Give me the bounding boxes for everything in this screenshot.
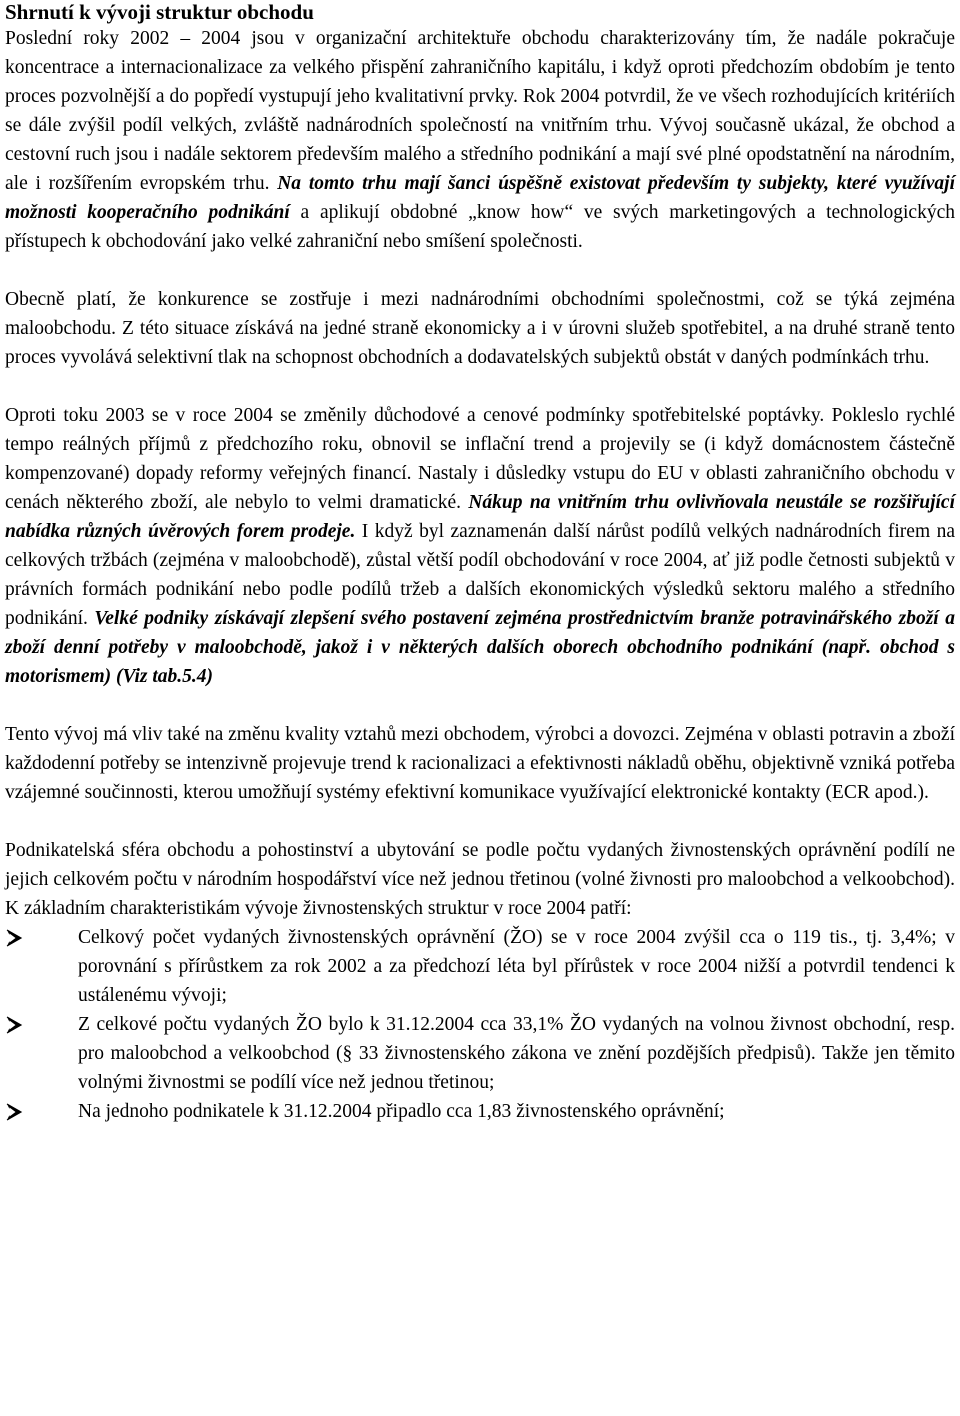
paragraph-demand xyxy=(5,401,955,691)
emphasis-text: Na tomto trhu mají šanci úspěšně existovat především ty subjekty, které využívají možnosti kooperačního podnikání xyxy=(5,173,955,223)
list-item-text: Na jednoho podnikatele k 31.12.2004 připadlo cca 1,83 živnostenského oprávnění; xyxy=(78,1101,725,1122)
list-item xyxy=(5,1010,955,1097)
emphasis-text: Velké podniky získávají zlepšení svého postavení zejména prostřednictvím branže potravinářského zboží a zboží denní potřeby v maloobchodě, jakož i v některých dalších oborech obchodního podnikání (např. obchod s motorismem) (Viz tab.5.4) xyxy=(5,608,955,687)
paragraph-text: Obecně platí, že konkurence se zostřuje i mezi nadnárodními obchodními společnostmi, což se týká zejména maloobchodu. Z této situace získává na jedné straně ekonomicky a i v úrovni služeb spotřebitel, a na druhé straně tento proces vyvolává selektivní tlak na schopnost obchodních a dodavatelských subjektů obstát v daných podmínkách trhu. xyxy=(5,289,955,368)
list-item-text: Z celkové počtu vydaných ŽO bylo k 31.12.2004 cca 33,1% ŽO vydaných na volnou živnost obchodní, resp. pro maloobchod a velkoobchod (§ 33 živnostenského zákona ve znění pozdějších předpisů). Takže jen těmito volnými živnostmi se podílí více než jednou třetinou; xyxy=(78,1014,955,1093)
paragraph-text: Podnikatelská sféra obchodu a pohostinství a ubytování se podle počtu vydaných živnostenských oprávnění podílí ne jejich celkovém počtu v národním hospodářství více než jednou třetinou (volné živnosti pro maloobchod a velkoobchod). K základním charakteristikám vývoje živnostenských struktur v roce 2004 patří: xyxy=(5,840,955,919)
section-title: Shrnutí k vývoji struktur obchodu xyxy=(5,0,314,24)
paragraph-concentration xyxy=(5,24,955,256)
arrowhead-bullet-icon xyxy=(5,1016,23,1034)
paragraph-text: I když byl zaznamenán další nárůst podílů velkých nadnárodních firem na celkových tržbách (zejména v maloobchodě), zůstal větší podíl obchodování v roce 2004, ať již podle četnosti subjektů v právních formách podnikání nebo podle podílů tržeb a dalších ekonomických výsledků sektoru malého a středního podnikání. xyxy=(5,521,955,629)
paragraph-competition xyxy=(5,285,955,372)
emphasis-text: Nákup na vnitřním trhu ovlivňovala neustále se rozšiřující nabídka různých úvěrových forem prodeje. xyxy=(5,492,955,542)
arrowhead-bullet-icon xyxy=(5,929,23,947)
paragraph-text: Oproti toku 2003 se v roce 2004 se změnily důchodové a cenové podmínky spotřebitelské poptávky. Pokleslo rychlé tempo reálných příjmů z předchozího roku, obnovil se inflační trend a projevily se (i když domácnostem částečně kompenzované) dopady reformy veřejných financí. Nastaly i důsledky vstupu do EU v oblasti zahraničního obchodu v cenách některého zboží, ale nebylo to velmi dramatické. xyxy=(5,405,955,513)
list-item xyxy=(5,1097,955,1126)
paragraph-relations xyxy=(5,720,955,807)
bullet-list xyxy=(5,923,955,1126)
arrowhead-bullet-icon xyxy=(5,1103,23,1121)
paragraph-text: Tento vývoj má vliv také na změnu kvality vztahů mezi obchodem, výrobci a dovozci. Zejména v oblasti potravin a zboží každodenní potřeby se intenzivně projevuje trend k racionalizaci a efektivnosti nákladů oběhu, objektivně vzniká potřeba vzájemné součinnosti, kterou umožňují systémy efektivní komunikace využívající elektronické kontakty (ECR apod.). xyxy=(5,724,955,803)
list-item xyxy=(5,923,955,1010)
paragraph-trade-licenses xyxy=(5,836,955,923)
list-item-text: Celkový počet vydaných živnostenských oprávnění (ŽO) se v roce 2004 zvýšil cca o 119 tis., tj. 3,4%; v porovnání s přírůstkem za rok 2002 a za předchozí léta byl přírůstek v roce 2004 nižší a potvrdil tendenci k ustálenému vývoji; xyxy=(78,927,955,1006)
document-page xyxy=(5,0,955,1126)
paragraph-text: a aplikují obdobné „know how“ ve svých marketingových a technologických přístupech k obchodování jako velké zahraniční nebo smíšení společnosti. xyxy=(5,202,955,252)
paragraph-text: Poslední roky 2002 – 2004 jsou v organizační architektuře obchodu charakterizovány tím, že nadále pokračuje koncentrace a internacionalizace za velkého přispění zahraničního kapitálu, i když oproti předchozím obdobím je tento proces pozvolnější a do popředí vystupují jeho kvalitativní prvky. Rok 2004 potvrdil, že ve všech rozhodujících kritériích se dále zvýšil podíl velkých, zvláště nadnárodních společností na vnitřním trhu. Vývoj současně ukázal, že obchod a cestovní ruch jsou i nadále sektorem především malého a středního podnikání a mají své plné opodstatnění na národním, ale i rozšířením evropském trhu. xyxy=(5,28,955,194)
